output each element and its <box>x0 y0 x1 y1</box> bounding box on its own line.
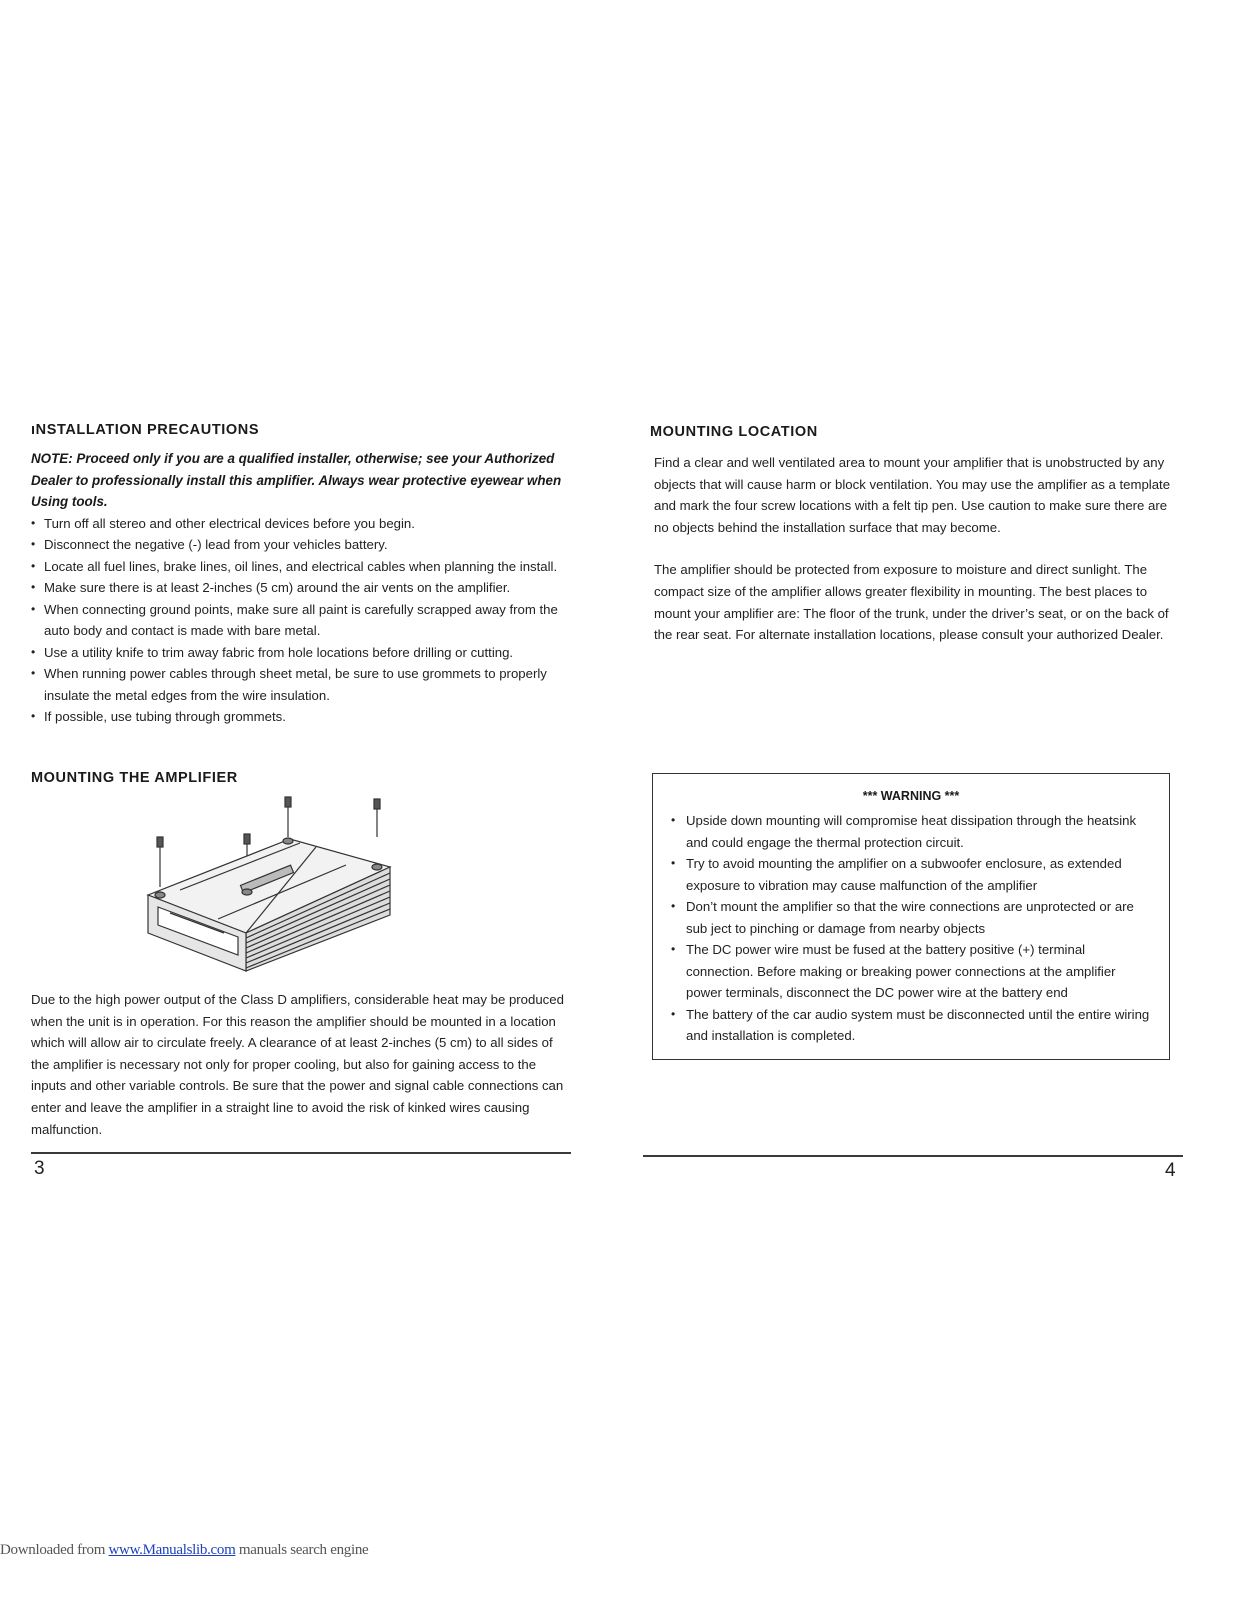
list-item: • Try to avoid mounting the amplifier on a subwoofer enclosure, as extended exposure to vibration may cause malfunction of the amplifier <box>671 853 1151 896</box>
list-item: • When running power cables through sheet metal, be sure to use grommets to properly insulate the metal edges from the wire insulation. <box>31 663 571 706</box>
warning-box <box>652 773 1170 1060</box>
footer-prefix: Downloaded from <box>0 1542 109 1558</box>
mounting-location-body <box>654 452 1174 646</box>
precautions-title: ıNSTALLATION PRECAUTIONS <box>31 422 260 438</box>
mounting-amp-heading <box>31 770 571 786</box>
screw-icon <box>374 799 380 837</box>
footer-suffix: manuals search engine <box>235 1542 369 1558</box>
precautions-note: NOTE: Proceed only if you are a qualified installer, otherwise; see your Authorized Dealer to professionally install this amplifier. Always wear protective eyewear when Using tools. <box>31 451 562 509</box>
list-item: • Disconnect the negative (-) lead from your vehicles battery. <box>31 534 571 556</box>
page-number-left: 3 <box>34 1158 45 1179</box>
page-divider <box>643 1155 1183 1157</box>
mounting-amp-title: MOUNTING THE AMPLIFIER <box>31 770 238 786</box>
page-divider <box>31 1152 571 1154</box>
page-number-right: 4 <box>1165 1160 1176 1181</box>
location-para-1: Find a clear and well ventilated area to mount your amplifier that is unobstructed by any objects that will cause harm or block ventilation. You may use the amplifier as a template and mark the four screw locations with a felt tip pen. Use caution to make sure there are no objects behind the installation surface that may become. <box>654 455 1171 535</box>
mounting-amp-body: Due to the high power output of the Class D amplifiers, considerable heat may be produced when the unit is in operation. For this reason the amplifier should be mounted in a location which will allow air to circulate freely. A clearance of at least 2-inches (5 cm) to all sides of the amplifier is necessary not only for proper cooling, but also for gaining access to the inputs and other variable controls. Be sure that the power and signal cable connections can enter and leave the amplifier in a straight line to avoid the risk of kinked wires causing malfunction. <box>31 992 564 1137</box>
list-item: • Locate all fuel lines, brake lines, oil lines, and electrical cables when planning the install. <box>31 556 571 578</box>
warning-title: *** WARNING *** <box>862 789 960 803</box>
mounting-location-title: MOUNTING LOCATION <box>650 424 818 440</box>
list-item: • When connecting ground points, make sure all paint is carefully scrapped away from the auto body and contact is made with bare metal. <box>31 599 571 642</box>
list-item: • The battery of the car audio system must be disconnected until the entire wiring and installation is completed. <box>671 1004 1151 1047</box>
mounting-location-section <box>650 424 1170 440</box>
screw-icon <box>285 797 291 837</box>
list-item: • Turn off all stereo and other electrical devices before you begin. <box>31 513 571 535</box>
list-item: • If possible, use tubing through grommets. <box>31 706 571 728</box>
list-item: • Upside down mounting will compromise heat dissipation through the heatsink and could engage the thermal protection circuit. <box>671 810 1151 853</box>
precautions-list <box>31 513 571 728</box>
screw-icon <box>157 837 163 887</box>
download-footer <box>0 1542 368 1559</box>
list-item: • Use a utility knife to trim away fabric from hole locations before drilling or cutting. <box>31 642 571 664</box>
list-item: • The DC power wire must be fused at the battery positive (+) terminal connection. Before making or breaking power connections at the amplifier power terminals, disconnect the DC power wire at the battery end <box>671 939 1151 1004</box>
warning-list <box>671 810 1151 1047</box>
list-item: • Make sure there is at least 2-inches (5 cm) around the air vents on the amplifier. <box>31 577 571 599</box>
location-para-2: The amplifier should be protected from exposure to moisture and direct sunlight. The compact size of the amplifier allows greater flexibility in mounting. The best places to mount your amplifier are: The floor of the trunk, under the driver’s seat, or on the back of the rear seat. For alternate installation locations, please consult your authorized Dealer. <box>654 562 1169 643</box>
manualslib-link[interactable]: www.Manualslib.com <box>108 1542 236 1558</box>
list-item: • Don’t mount the amplifier so that the wire connections are unprotected or are sub ject to pinching or damage from nearby objects <box>671 896 1151 939</box>
precautions-section <box>31 422 571 728</box>
amplifier-mounting-diagram-icon <box>140 795 400 975</box>
